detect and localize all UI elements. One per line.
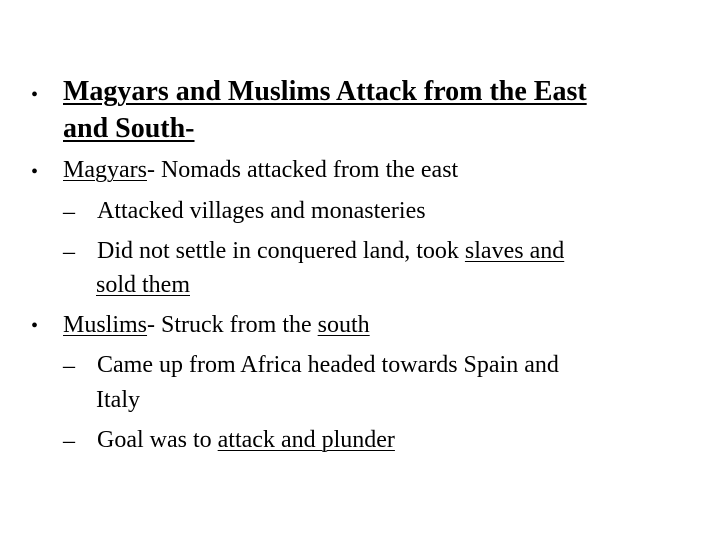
- magyars-sub-2-underlined-2: sold them: [96, 272, 190, 298]
- heading-text-2: and South-: [63, 113, 195, 144]
- magyars-sub-2-dash: –: [63, 239, 75, 265]
- muslims-south: south: [317, 312, 370, 338]
- heading-line-2: [63, 115, 195, 143]
- muslims-line: [63, 313, 370, 337]
- magyars-sub-2-line-1: [97, 239, 564, 263]
- magyars-line: [63, 158, 458, 182]
- muslims-term: Muslims: [63, 312, 148, 338]
- magyars-sub-1: [97, 199, 426, 223]
- magyars-sub-2-text: Did not settle in conquered land, took: [97, 238, 465, 264]
- muslims-sub-2: [97, 428, 395, 452]
- muslims-sub-1-line-2: [96, 388, 140, 412]
- muslims-sub-1-text-1: Came up from Africa headed towards Spain and: [97, 352, 559, 378]
- magyars-term: Magyars: [63, 157, 147, 183]
- muslims-sub-2-text: Goal was to: [97, 427, 218, 453]
- magyars-description: - Nomads attacked from the east: [146, 157, 459, 183]
- muslims-bullet: •: [31, 315, 39, 337]
- magyars-bullet: •: [31, 161, 39, 183]
- muslims-sub-1-text-2: Italy: [96, 387, 140, 413]
- muslims-sub-1-dash: –: [63, 353, 75, 379]
- muslims-sub-2-dash: –: [63, 428, 75, 454]
- magyars-sub-1-dash: –: [63, 199, 75, 225]
- magyars-sub-1-text: Attacked villages and monasteries: [97, 198, 426, 224]
- magyars-sub-2-underlined-1: slaves and: [464, 238, 565, 264]
- muslims-description: - Struck from the: [147, 312, 318, 338]
- heading-line-1: [63, 78, 587, 106]
- magyars-sub-2-line-2: [96, 273, 190, 297]
- heading-text-1: Magyars and Muslims Attack from the East: [63, 76, 587, 107]
- heading-bullet: •: [31, 84, 39, 106]
- muslims-sub-1-line-1: [97, 353, 559, 377]
- muslims-sub-2-underlined: attack and plunder: [217, 427, 395, 453]
